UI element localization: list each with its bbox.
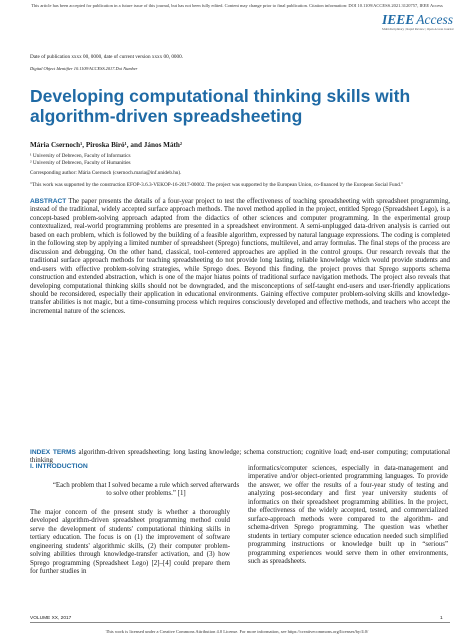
doi-identifier: Digital Object Identifier 10.1109/ACCESS.2017.Doi Number bbox=[30, 66, 138, 71]
abstract bbox=[30, 198, 450, 316]
funding-statement: "This work was supported by the construction EFOP-3.6.3-VEKOP-16-2017-00002. The project was supported by the European Union, co-financed by the European Social Fund." bbox=[30, 182, 404, 188]
intro-right-column: informatics/computer sciences, especially in data-management and imperative and/or object-oriented programming languages. To provide the answer, we offer the results of a four-year study of testing and analyzing post-secondary and first year university students of informatics on their spreadsheet programming abilities. In the project, the effectiveness of the widely accepted, tested, and commercialized surface-approach methods were compared to the algorithm- and schema-driven Sprego programming. The question was whether students in tertiary computer science education needed such simplified programming instructions or knowledge built up in “serious” programming experiences would serve them in other environments, such as spreadsheets. bbox=[248, 465, 448, 565]
affiliation-1: ¹ University of Debrecen, Faculty of Informatics bbox=[30, 153, 131, 159]
abstract-label: ABSTRACT bbox=[30, 198, 67, 205]
volume-label: VOLUME XX, 2017 bbox=[30, 616, 72, 621]
corresponding-author: Corresponding author: Mária Csernoch (csernoch.maria@inf.unideb.hu). bbox=[30, 170, 182, 176]
index-terms bbox=[30, 449, 450, 466]
index-terms-text: algorithm-driven spreadsheeting; long lasting knowledge; schema construction; cognitive load; end-user computing; computational thinking bbox=[30, 449, 450, 465]
affiliation-2: ² University of Debrecen, Faculty of Humanities bbox=[30, 160, 131, 166]
page-number: 1 bbox=[440, 616, 443, 621]
index-terms-label: INDEX TERMS bbox=[30, 449, 76, 456]
section-heading: I. INTRODUCTION bbox=[30, 463, 88, 470]
paper-title: Developing computational thinking skills with algorithm-driven spreadsheeting bbox=[30, 86, 411, 126]
footer-rule bbox=[30, 622, 450, 623]
publication-date: Date of publication xxxx 00, 0000, date of current version xxxx 00, 0000. bbox=[30, 54, 183, 60]
ieee-access-logo bbox=[382, 13, 458, 31]
license-notice: This work is licensed under a Creative Commons Attribution 4.0 License. For more information, see https://creativecommons.org/licenses/by/4.0/ bbox=[105, 629, 369, 634]
abstract-text: The paper presents the details of a four-year project to test the effectiveness of teaching spreadsheeting with spreadsheet programming, instead of the traditional, widely accepted surface approach methods. The novel method applied in the project, entitled Sprego (Spreadsheet Lego), is a concept-based problem-solving approach adapted from the didactics of other sciences and computer programming. In the experimental group contextualized, real-world programming problems are presented in a spreadsheet environment. A semi-unplugged data-driven analysis is carried out based on each problem, which is followed by the building of a feasible algorithm, expressed by natural language expressions. The coding is completed in the following step by applying a limited number of spreadsheet (Sprego) functions, multilevel, and array formulas. The final steps of the process are discussion and debugging. On the other hand, classical, tool-centered approaches are applied in the control groups. Our research reveals that the traditional surface approach methods for teaching spreadsheeting do not provide long lasting, reliable knowledge which would provide students and end-users with effective problem-solving strategies, while Sprego does. Beyond this finding, the project proves that Sprego supports schema construction and extended abstraction, which is one of the major hiatus points of traditional surface navigation methods. The project also reveals that developing computational thinking skills should not be downgraded, and the misconceptions of self-taught end-users and user-friendly applications should be reconsidered, especially their application in educational environments. Gaining effective computer problem-solving skills and knowledge-transfer abilities is not magic, but a time-consuming process which requires consciously developed and effective methods, and teachers who accept the incremental nature of the sciences. bbox=[30, 198, 450, 315]
publication-notice: This article has been accepted for publication in a future issue of this journal, but has not been fully edited. Content may change prior to final publication. Citation information: DOI 10.1109/ACCESS.2021.3120757, IEEE Access bbox=[31, 3, 443, 8]
logo-access-text: Access bbox=[416, 12, 454, 27]
intro-left-column: The major concern of the present study is whether a thoroughly developed algorithm-driven spreadsheet programming method could serve the development of students' computational thinking skills in tertiary education. The focus is on (1) the improvement of software engineering students' algorithmic skills, (2) their computer problem-solving abilities through knowledge-transfer activation, and (3) how Sprego programming (Spreadsheet Lego) [2]–[4] could prepare them for further studies in bbox=[30, 509, 230, 576]
author-list: Mária Csernoch¹, Piroska Biró¹, and János Máth² bbox=[30, 141, 183, 149]
logo-tagline: Multidisciplinary | Rapid Review | Open Access Journal bbox=[382, 27, 454, 31]
logo-ieee-text: IEEE bbox=[382, 12, 415, 27]
epigraph-quote: “Each problem that I solved became a rule which served afterwards to solve other problems.” [1] bbox=[52, 482, 240, 498]
